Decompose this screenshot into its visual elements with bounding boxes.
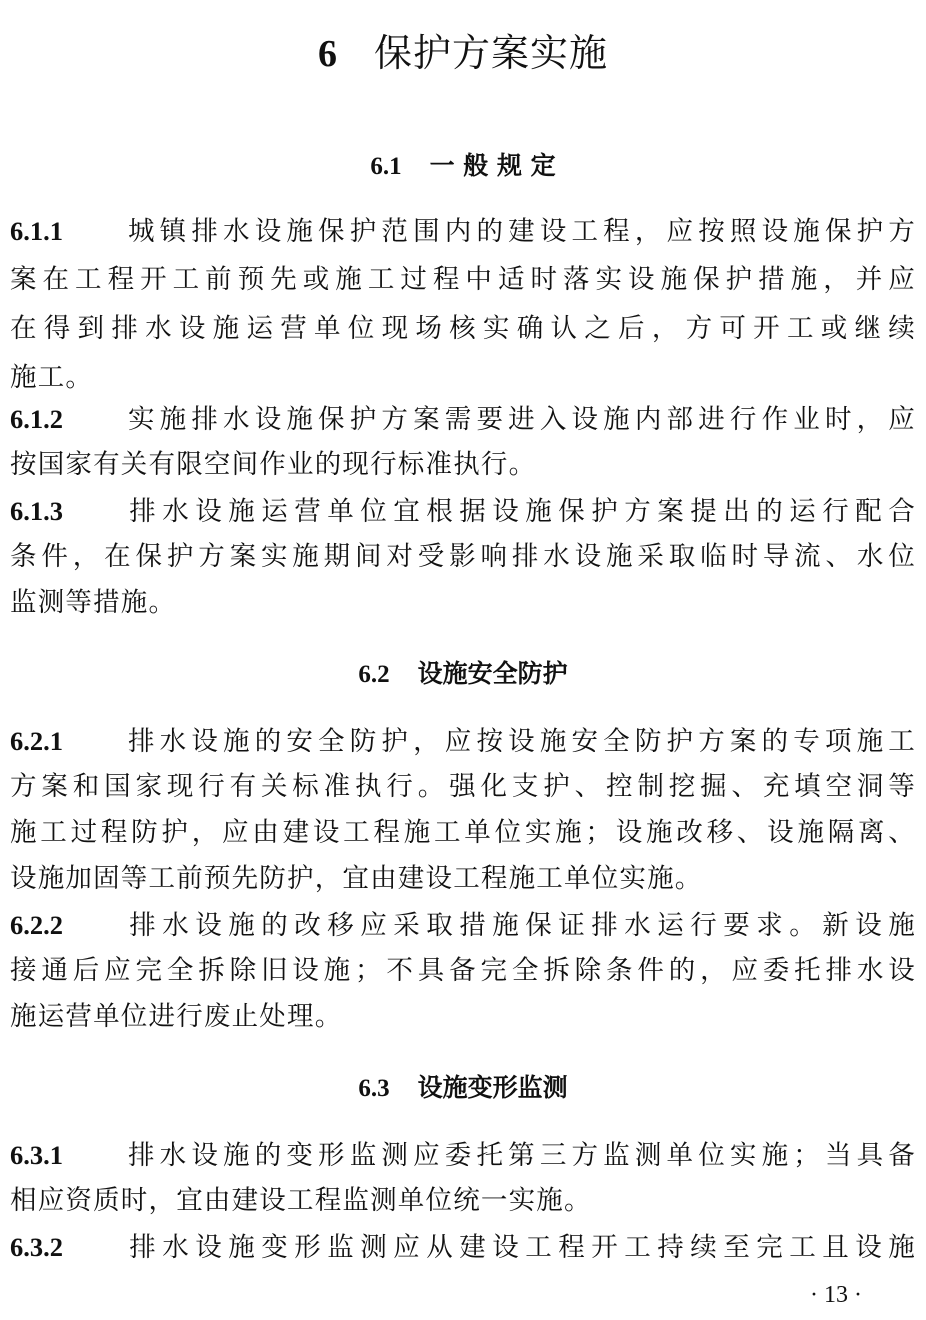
section-title-text: 设施安全防护: [417, 659, 568, 688]
clause-6-1-3-line-2: 条件，在保护方案实施期间对受影响排水设施采取临时导流、水位: [10, 541, 916, 572]
clause-text: 排水设施运营单位宜根据设施保护方案提出的运行配合: [124, 496, 916, 527]
clause-text: 实施排水设施保护方案需要进入设施内部进行作业时，应: [124, 404, 916, 435]
clause-6-1-3-line-3: 监测等措施。: [10, 587, 177, 618]
clause-number: 6.1.1: [10, 216, 63, 246]
chapter-number: 6: [317, 33, 338, 75]
section-title-6-1: [0, 146, 926, 182]
clause-6-3-1-line-1: [10, 1138, 916, 1173]
clause-6-3-1-line-2: 相应资质时，宜由建设工程监测单位统一实施。: [10, 1185, 592, 1216]
section-title-text: 一 般 规 定: [429, 151, 556, 180]
clause-text: 城镇排水设施保护范围内的建设工程，应按照设施保护方: [124, 216, 916, 247]
section-number: 6.3: [358, 1075, 390, 1102]
clause-6-2-1-line-2: 方案和国家现行有关标准执行。强化支护、控制挖掘、充填空洞等: [10, 771, 916, 802]
clause-6-1-1-line-1: [10, 214, 916, 249]
clause-text: 排水设施的安全防护，应按设施安全防护方案的专项施工: [124, 726, 916, 757]
clause-6-2-1-line-3: 施工过程防护，应由建设工程施工单位实施；设施改移、设施隔离、: [10, 817, 916, 848]
clause-6-1-2-line-2: 按国家有关有限空间作业的现行标准执行。: [10, 449, 537, 480]
clause-number: 6.1.2: [10, 404, 63, 434]
chapter-title-text: 保护方案实施: [373, 31, 608, 75]
clause-text: 排水设施的改移应采取措施保证排水运行要求。新设施: [124, 910, 916, 941]
section-number: 6.1: [370, 153, 402, 180]
clause-number: 6.3.1: [10, 1140, 63, 1170]
clause-6-2-2-line-1: [10, 908, 916, 943]
section-title-6-2: [0, 654, 926, 690]
clause-number: 6.2.2: [10, 910, 63, 940]
clause-6-1-1-line-3: 在得到排水设施运营单位现场核实确认之后，方可开工或继续: [10, 313, 916, 344]
chapter-title: [0, 22, 926, 77]
clause-number: 6.1.3: [10, 496, 63, 526]
clause-text: 排水设施的变形监测应委托第三方监测单位实施；当具备: [124, 1140, 916, 1171]
section-title-text: 设施变形监测: [417, 1073, 568, 1102]
clause-6-1-1-line-2: 案在工程开工前预先或施工过程中适时落实设施保护措施，并应: [10, 264, 916, 295]
clause-6-2-1-line-4: 设施加固等工前预先防护，宜由建设工程施工单位实施。: [10, 863, 703, 894]
clause-6-1-1-line-4: 施工。: [10, 362, 94, 393]
clause-6-1-2-line-1: [10, 402, 916, 437]
clause-number: 6.3.2: [10, 1232, 63, 1262]
clause-6-3-2-line-1: [10, 1230, 916, 1265]
section-title-6-3: [0, 1068, 926, 1104]
clause-6-2-1-line-1: [10, 724, 916, 759]
clause-text: 排水设施变形监测应从建设工程开工持续至完工且设施: [124, 1232, 916, 1263]
clause-number: 6.2.1: [10, 726, 63, 756]
section-number: 6.2: [358, 661, 390, 688]
page-number: · 13 ·: [810, 1282, 862, 1308]
clause-6-2-2-line-3: 施运营单位进行废止处理。: [10, 1001, 343, 1032]
clause-6-1-3-line-1: [10, 494, 916, 529]
clause-6-2-2-line-2: 接通后应完全拆除旧设施；不具备完全拆除条件的，应委托排水设: [10, 955, 916, 986]
